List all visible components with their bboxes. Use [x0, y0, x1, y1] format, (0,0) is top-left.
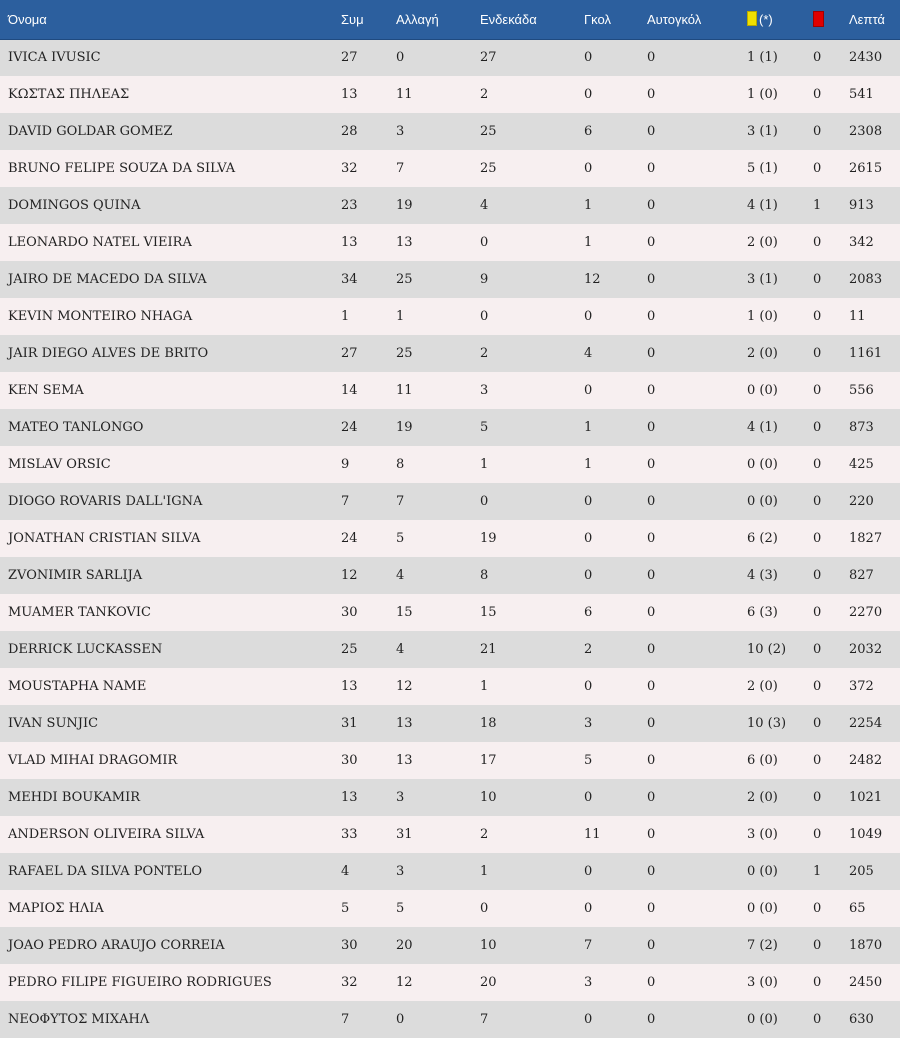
player-name[interactable]: MISLAV ORSIC: [8, 457, 111, 472]
player-sub: 7: [396, 494, 405, 509]
player-red-cards: 0: [813, 790, 822, 805]
table-row: [0, 520, 900, 557]
player-red-cards: 0: [813, 50, 822, 66]
player-goals: 0: [584, 87, 593, 102]
player-minutes: 1870: [849, 938, 883, 953]
player-goals: 3: [584, 716, 593, 731]
player-minutes: 65: [849, 901, 866, 916]
player-yellow-cards: 4 (1): [747, 198, 778, 213]
player-minutes: 2254: [849, 716, 883, 731]
player-start: 20: [480, 975, 497, 990]
player-goals: 12: [584, 272, 601, 287]
table-row: [0, 298, 900, 335]
player-own-goals: 0: [647, 1012, 656, 1027]
player-own-goals: 0: [647, 457, 656, 472]
player-sub: 5: [396, 901, 405, 916]
player-start: 7: [480, 1012, 489, 1027]
player-own-goals: 0: [647, 716, 656, 731]
player-yellow-cards: 2 (0): [747, 346, 778, 361]
table-row: [0, 1001, 900, 1038]
player-own-goals: 0: [647, 346, 656, 361]
player-start: 3: [480, 383, 489, 398]
player-own-goals: 0: [647, 124, 656, 139]
player-name[interactable]: IVICA IVUSIC: [8, 50, 101, 66]
player-start: 2: [480, 346, 489, 361]
player-goals: 5: [584, 753, 593, 768]
player-red-cards: 0: [813, 1012, 822, 1027]
player-sub: 1: [396, 309, 405, 324]
player-yellow-cards: 6 (0): [747, 753, 778, 768]
table-row: [0, 668, 900, 705]
table-row: [0, 779, 900, 816]
col-header-red-cards[interactable]: [813, 0, 849, 39]
player-apps: 13: [341, 235, 358, 250]
table-row: [0, 853, 900, 890]
player-yellow-cards: 3 (0): [747, 827, 778, 842]
table-row: [0, 631, 900, 668]
col-header-sub[interactable]: Αλλαγή: [396, 0, 480, 39]
player-apps: 30: [341, 605, 358, 620]
player-name[interactable]: PEDRO FILIPE FIGUEIRO RODRIGUES: [8, 975, 272, 990]
player-own-goals: 0: [647, 679, 656, 694]
player-apps: 4: [341, 864, 350, 879]
player-start: 0: [480, 901, 489, 916]
player-yellow-cards: 4 (1): [747, 420, 778, 435]
player-start: 2: [480, 87, 489, 102]
player-start: 2: [480, 827, 489, 842]
player-minutes: 2308: [849, 124, 883, 139]
player-sub: 3: [396, 864, 405, 879]
player-start: 1: [480, 679, 489, 694]
player-own-goals: 0: [647, 309, 656, 324]
player-goals: 0: [584, 531, 593, 546]
player-start: 25: [480, 161, 497, 176]
player-yellow-cards: 1 (0): [747, 309, 778, 324]
player-start: 10: [480, 790, 497, 805]
player-start: 17: [480, 753, 497, 768]
player-name[interactable]: KEN SEMA: [8, 383, 84, 398]
player-red-cards: 0: [813, 605, 822, 620]
player-name[interactable]: JAIR DIEGO ALVES DE BRITO: [8, 346, 209, 361]
table-row: [0, 39, 900, 76]
player-name[interactable]: MEHDI BOUKAMIR: [8, 790, 141, 805]
player-name[interactable]: JOAO PEDRO ARAUJO CORREIA: [8, 938, 225, 953]
player-start: 0: [480, 309, 489, 324]
player-name[interactable]: ΜΑΡΙΟΣ ΗΛΙΑ: [8, 901, 104, 916]
yellow-card-label: (*): [759, 12, 773, 28]
player-sub: 13: [396, 716, 413, 731]
player-goals: 0: [584, 494, 593, 509]
player-sub: 12: [396, 679, 413, 694]
player-name[interactable]: MATEO TANLONGO: [8, 420, 144, 435]
player-red-cards: 1: [813, 198, 822, 213]
player-goals: 0: [584, 50, 593, 66]
player-start: 15: [480, 605, 497, 620]
player-sub: 5: [396, 531, 405, 546]
player-sub: 20: [396, 938, 413, 953]
player-apps: 7: [341, 494, 350, 509]
player-own-goals: 0: [647, 235, 656, 250]
player-sub: 12: [396, 975, 413, 990]
table-row: [0, 76, 900, 113]
player-goals: 3: [584, 975, 593, 990]
player-start: 10: [480, 938, 497, 953]
player-red-cards: 0: [813, 124, 822, 139]
player-goals: 6: [584, 124, 593, 139]
player-goals: 0: [584, 161, 593, 176]
player-sub: 0: [396, 1012, 405, 1027]
player-sub: 13: [396, 753, 413, 768]
player-yellow-cards: 3 (0): [747, 975, 778, 990]
player-sub: 25: [396, 272, 413, 287]
player-name[interactable]: DIOGO ROVARIS DALL'IGNA: [8, 494, 203, 509]
player-red-cards: 0: [813, 494, 822, 509]
player-minutes: 425: [849, 457, 874, 472]
player-red-cards: 0: [813, 827, 822, 842]
player-minutes: 827: [849, 568, 874, 583]
player-minutes: 220: [849, 494, 874, 509]
player-goals: 6: [584, 605, 593, 620]
player-apps: 7: [341, 1012, 350, 1027]
player-goals: 0: [584, 790, 593, 805]
player-yellow-cards: 0 (0): [747, 383, 778, 398]
col-header-name[interactable]: Όνομα: [0, 0, 341, 39]
player-yellow-cards: 2 (0): [747, 679, 778, 694]
player-yellow-cards: 5 (1): [747, 161, 778, 176]
player-own-goals: 0: [647, 50, 656, 66]
player-yellow-cards: 1 (0): [747, 87, 778, 102]
player-own-goals: 0: [647, 87, 656, 102]
player-minutes: 205: [849, 864, 874, 879]
player-apps: 14: [341, 383, 358, 398]
table-header: [0, 0, 900, 39]
player-name[interactable]: VLAD MIHAI DRAGOMIR: [8, 753, 178, 768]
player-minutes: 372: [849, 679, 874, 694]
player-sub: 3: [396, 790, 405, 805]
player-name[interactable]: JAIRO DE MACEDO DA SILVA: [8, 272, 207, 287]
player-apps: 24: [341, 531, 358, 546]
player-sub: 4: [396, 642, 405, 657]
player-goals: 0: [584, 901, 593, 916]
player-red-cards: 0: [813, 716, 822, 731]
player-minutes: 2032: [849, 642, 883, 657]
table-row: [0, 150, 900, 187]
player-goals: 1: [584, 198, 593, 213]
col-header-yellow-cards[interactable]: [747, 0, 813, 39]
player-red-cards: 0: [813, 235, 822, 250]
player-sub: 31: [396, 827, 413, 842]
player-minutes: 2430: [849, 50, 883, 66]
player-apps: 32: [341, 161, 358, 176]
player-apps: 23: [341, 198, 358, 213]
player-own-goals: 0: [647, 642, 656, 657]
player-yellow-cards: 0 (0): [747, 494, 778, 509]
player-yellow-cards: 0 (0): [747, 864, 778, 879]
player-own-goals: 0: [647, 568, 656, 583]
player-name[interactable]: MUAMER TANKOVIC: [8, 605, 151, 620]
player-start: 18: [480, 716, 497, 731]
table-row: [0, 816, 900, 853]
col-header-apps[interactable]: Συμ: [341, 0, 396, 39]
red-card-icon: [813, 11, 824, 27]
player-apps: 27: [341, 346, 358, 361]
player-sub: 0: [396, 50, 405, 66]
player-goals: 11: [584, 827, 601, 842]
player-name[interactable]: KEVIN MONTEIRO NHAGA: [8, 309, 193, 324]
player-own-goals: 0: [647, 161, 656, 176]
player-red-cards: 0: [813, 938, 822, 953]
player-red-cards: 0: [813, 420, 822, 435]
player-sub: 11: [396, 87, 413, 102]
player-yellow-cards: 7 (2): [747, 938, 778, 953]
col-header-minutes[interactable]: Λεπτά: [849, 0, 900, 39]
table-row: [0, 113, 900, 150]
player-minutes: 2615: [849, 161, 883, 176]
player-goals: 0: [584, 568, 593, 583]
player-goals: 4: [584, 346, 593, 361]
table-row: [0, 483, 900, 520]
col-header-goals[interactable]: Γκολ: [584, 0, 647, 39]
table-row: [0, 927, 900, 964]
player-apps: 12: [341, 568, 358, 583]
table-row: [0, 409, 900, 446]
player-own-goals: 0: [647, 420, 656, 435]
player-apps: 30: [341, 753, 358, 768]
header-row: [0, 0, 900, 39]
player-yellow-cards: 3 (1): [747, 272, 778, 287]
table-row: [0, 224, 900, 261]
player-yellow-cards: 3 (1): [747, 124, 778, 139]
player-goals: 1: [584, 457, 593, 472]
player-goals: 0: [584, 864, 593, 879]
player-yellow-cards: 6 (3): [747, 605, 778, 620]
player-red-cards: 0: [813, 161, 822, 176]
player-yellow-cards: 0 (0): [747, 1012, 778, 1027]
table-row: [0, 335, 900, 372]
player-sub: 19: [396, 420, 413, 435]
player-sub: 15: [396, 605, 413, 620]
table-row: [0, 261, 900, 298]
player-minutes: 1827: [849, 531, 883, 546]
player-start: 4: [480, 198, 489, 213]
player-name[interactable]: DERRICK LUCKASSEN: [8, 642, 163, 657]
player-goals: 0: [584, 309, 593, 324]
player-start: 21: [480, 642, 497, 657]
player-red-cards: 0: [813, 309, 822, 324]
player-red-cards: 0: [813, 346, 822, 361]
player-own-goals: 0: [647, 790, 656, 805]
player-yellow-cards: 1 (1): [747, 50, 778, 66]
player-own-goals: 0: [647, 272, 656, 287]
table-row: [0, 705, 900, 742]
player-goals: 2: [584, 642, 593, 657]
player-name[interactable]: ΚΩΣΤΑΣ ΠΗΛΕΑΣ: [8, 87, 130, 102]
player-start: 27: [480, 50, 497, 66]
player-red-cards: 0: [813, 457, 822, 472]
player-own-goals: 0: [647, 827, 656, 842]
player-minutes: 1021: [849, 790, 883, 805]
player-own-goals: 0: [647, 605, 656, 620]
player-own-goals: 0: [647, 494, 656, 509]
player-red-cards: 0: [813, 383, 822, 398]
player-apps: 34: [341, 272, 358, 287]
player-minutes: 2482: [849, 753, 883, 768]
player-sub: 13: [396, 235, 413, 250]
player-red-cards: 0: [813, 568, 822, 583]
table-row: [0, 372, 900, 409]
player-own-goals: 0: [647, 753, 656, 768]
player-apps: 5: [341, 901, 350, 916]
player-sub: 3: [396, 124, 405, 139]
player-minutes: 1161: [849, 346, 883, 361]
player-own-goals: 0: [647, 198, 656, 213]
player-start: 1: [480, 864, 489, 879]
player-name[interactable]: DOMINGOS QUINA: [8, 198, 141, 213]
player-start: 0: [480, 494, 489, 509]
player-minutes: 11: [849, 309, 866, 324]
player-apps: 25: [341, 642, 358, 657]
player-name[interactable]: LEONARDO NATEL VIEIRA: [8, 235, 192, 250]
player-minutes: 2450: [849, 975, 883, 990]
player-red-cards: 0: [813, 753, 822, 768]
player-apps: 30: [341, 938, 358, 953]
player-yellow-cards: 0 (0): [747, 901, 778, 916]
player-apps: 1: [341, 309, 350, 324]
table-row: [0, 594, 900, 631]
player-yellow-cards: 2 (0): [747, 790, 778, 805]
table-row: [0, 890, 900, 927]
player-goals: 0: [584, 1012, 593, 1027]
player-sub: 7: [396, 161, 405, 176]
player-name[interactable]: ANDERSON OLIVEIRA SILVA: [8, 827, 205, 842]
player-start: 5: [480, 420, 489, 435]
table-row: [0, 187, 900, 224]
table-row: [0, 446, 900, 483]
yellow-card-icon: [747, 11, 757, 26]
player-red-cards: 0: [813, 272, 822, 287]
player-own-goals: 0: [647, 864, 656, 879]
player-goals: 1: [584, 235, 593, 250]
player-red-cards: 1: [813, 864, 822, 879]
player-yellow-cards: 4 (3): [747, 568, 778, 583]
player-red-cards: 0: [813, 642, 822, 657]
player-sub: 19: [396, 198, 413, 213]
player-red-cards: 0: [813, 975, 822, 990]
player-goals: 7: [584, 938, 593, 953]
player-sub: 8: [396, 457, 405, 472]
player-name[interactable]: DAVID GOLDAR GOMEZ: [8, 124, 173, 139]
player-own-goals: 0: [647, 901, 656, 916]
player-apps: 13: [341, 679, 358, 694]
col-header-own-goals[interactable]: Αυτογκόλ: [647, 0, 747, 39]
player-apps: 28: [341, 124, 358, 139]
player-name[interactable]: MOUSTAPHA NAME: [8, 679, 147, 694]
player-name[interactable]: IVAN SUNJIC: [8, 716, 99, 731]
player-minutes: 2270: [849, 605, 883, 620]
player-own-goals: 0: [647, 975, 656, 990]
player-start: 9: [480, 272, 489, 287]
player-name[interactable]: JONATHAN CRISTIAN SILVA: [8, 531, 201, 546]
player-start: 25: [480, 124, 497, 139]
player-yellow-cards: 10 (2): [747, 642, 787, 657]
player-goals: 0: [584, 679, 593, 694]
player-apps: 13: [341, 790, 358, 805]
player-own-goals: 0: [647, 531, 656, 546]
player-start: 19: [480, 531, 497, 546]
player-minutes: 556: [849, 383, 874, 398]
player-minutes: 873: [849, 420, 874, 435]
player-minutes: 1049: [849, 827, 883, 842]
player-yellow-cards: 6 (2): [747, 531, 778, 546]
player-own-goals: 0: [647, 938, 656, 953]
player-apps: 27: [341, 50, 358, 66]
player-minutes: 541: [849, 87, 874, 102]
player-apps: 24: [341, 420, 358, 435]
table-row: [0, 742, 900, 779]
player-name[interactable]: ΝΕΟΦΥΤΟΣ ΜΙΧΑΗΛ: [8, 1012, 150, 1027]
col-header-start[interactable]: Ενδεκάδα: [480, 0, 584, 39]
player-sub: 25: [396, 346, 413, 361]
player-apps: 31: [341, 716, 358, 731]
player-red-cards: 0: [813, 87, 822, 102]
player-name[interactable]: ZVONIMIR SARLIJA: [8, 568, 143, 583]
player-apps: 33: [341, 827, 358, 842]
player-apps: 32: [341, 975, 358, 990]
player-goals: 1: [584, 420, 593, 435]
player-minutes: 913: [849, 198, 874, 213]
player-sub: 4: [396, 568, 405, 583]
player-name[interactable]: BRUNO FELIPE SOUZA DA SILVA: [8, 161, 236, 176]
player-start: 8: [480, 568, 489, 583]
player-minutes: 342: [849, 235, 874, 250]
player-goals: 0: [584, 383, 593, 398]
player-apps: 9: [341, 457, 350, 472]
player-name[interactable]: RAFAEL DA SILVA PONTELO: [8, 864, 203, 879]
player-yellow-cards: 0 (0): [747, 457, 778, 472]
player-yellow-cards: 10 (3): [747, 716, 787, 731]
player-start: 1: [480, 457, 489, 472]
table-row: [0, 557, 900, 594]
table-body: [0, 39, 900, 1038]
player-minutes: 2083: [849, 272, 883, 287]
player-apps: 13: [341, 87, 358, 102]
player-red-cards: 0: [813, 679, 822, 694]
player-sub: 11: [396, 383, 413, 398]
player-minutes: 630: [849, 1012, 874, 1027]
table-row: [0, 964, 900, 1001]
player-own-goals: 0: [647, 383, 656, 398]
player-red-cards: 0: [813, 531, 822, 546]
player-start: 0: [480, 235, 489, 250]
player-yellow-cards: 2 (0): [747, 235, 778, 250]
player-red-cards: 0: [813, 901, 822, 916]
